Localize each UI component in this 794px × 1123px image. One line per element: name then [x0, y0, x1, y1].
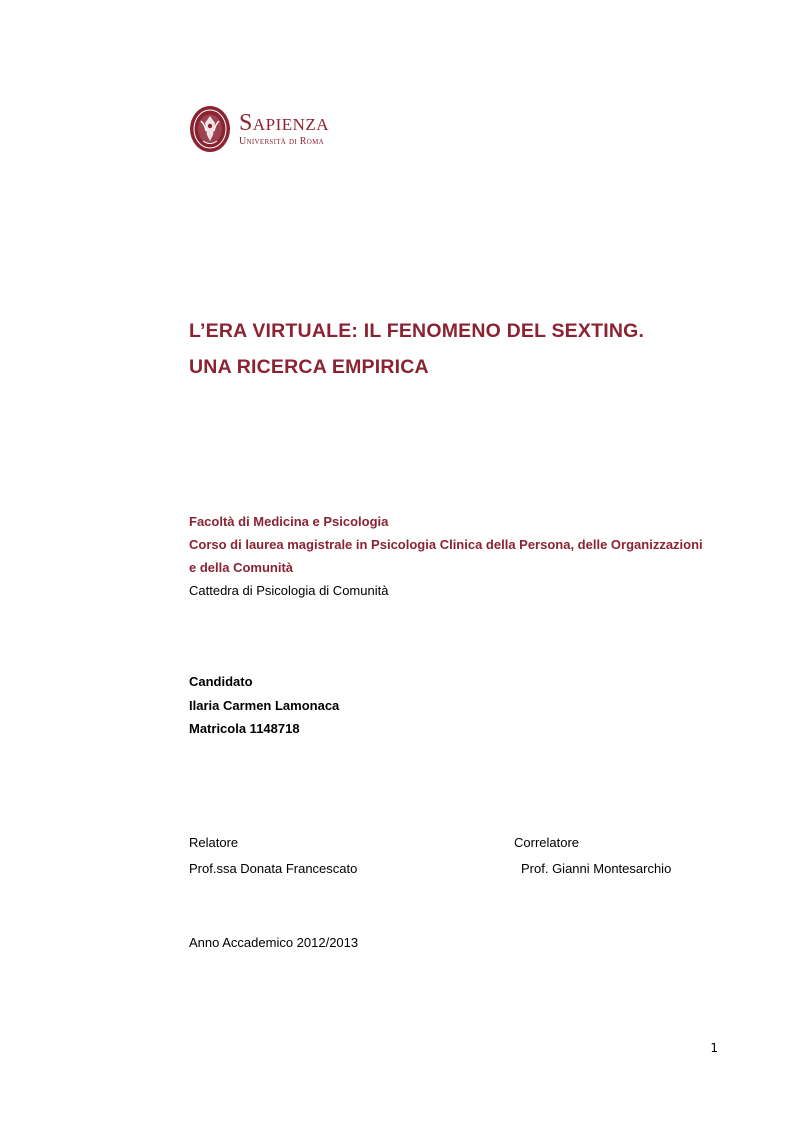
thesis-title [189, 313, 644, 385]
chair-name: Cattedra di Psicologia di Comunità [189, 583, 389, 598]
university-name: Sapienza [239, 110, 330, 136]
thesis-title-line-1: L’ERA VIRTUALE: IL FENOMENO DEL SEXTING. [189, 320, 645, 342]
correlatore-label: Correlatore [514, 835, 580, 850]
university-seal-icon [189, 105, 231, 153]
academic-year: Anno Accademico 2012/2013 [189, 935, 359, 950]
relatore-name: Prof.ssa Donata Francescato [189, 861, 358, 876]
candidate-name: Ilaria Carmen Lamonaca [189, 697, 340, 713]
course-line-2: e della Comunità [189, 560, 294, 575]
relatore-label: Relatore [189, 835, 239, 850]
page-number: 1 [710, 1041, 718, 1055]
university-logo [189, 105, 329, 153]
candidate-matricola: Matricola 1148718 [189, 721, 300, 736]
candidate-label: Candidato [189, 674, 253, 689]
correlatore-name: Prof. Gianni Montesarchio [521, 861, 672, 876]
faculty-name: Facoltà di Medicina e Psicologia [189, 514, 389, 529]
candidate-block [189, 670, 339, 741]
university-subtitle: Università di Roma [239, 136, 324, 147]
course-line-1: Corso di laurea magistrale in Psicologia Clinica della Persona, delle Organizzazioni [189, 537, 703, 552]
faculty-block [189, 510, 703, 602]
thesis-title-line-2: UNA RICERCA EMPIRICA [189, 356, 429, 378]
